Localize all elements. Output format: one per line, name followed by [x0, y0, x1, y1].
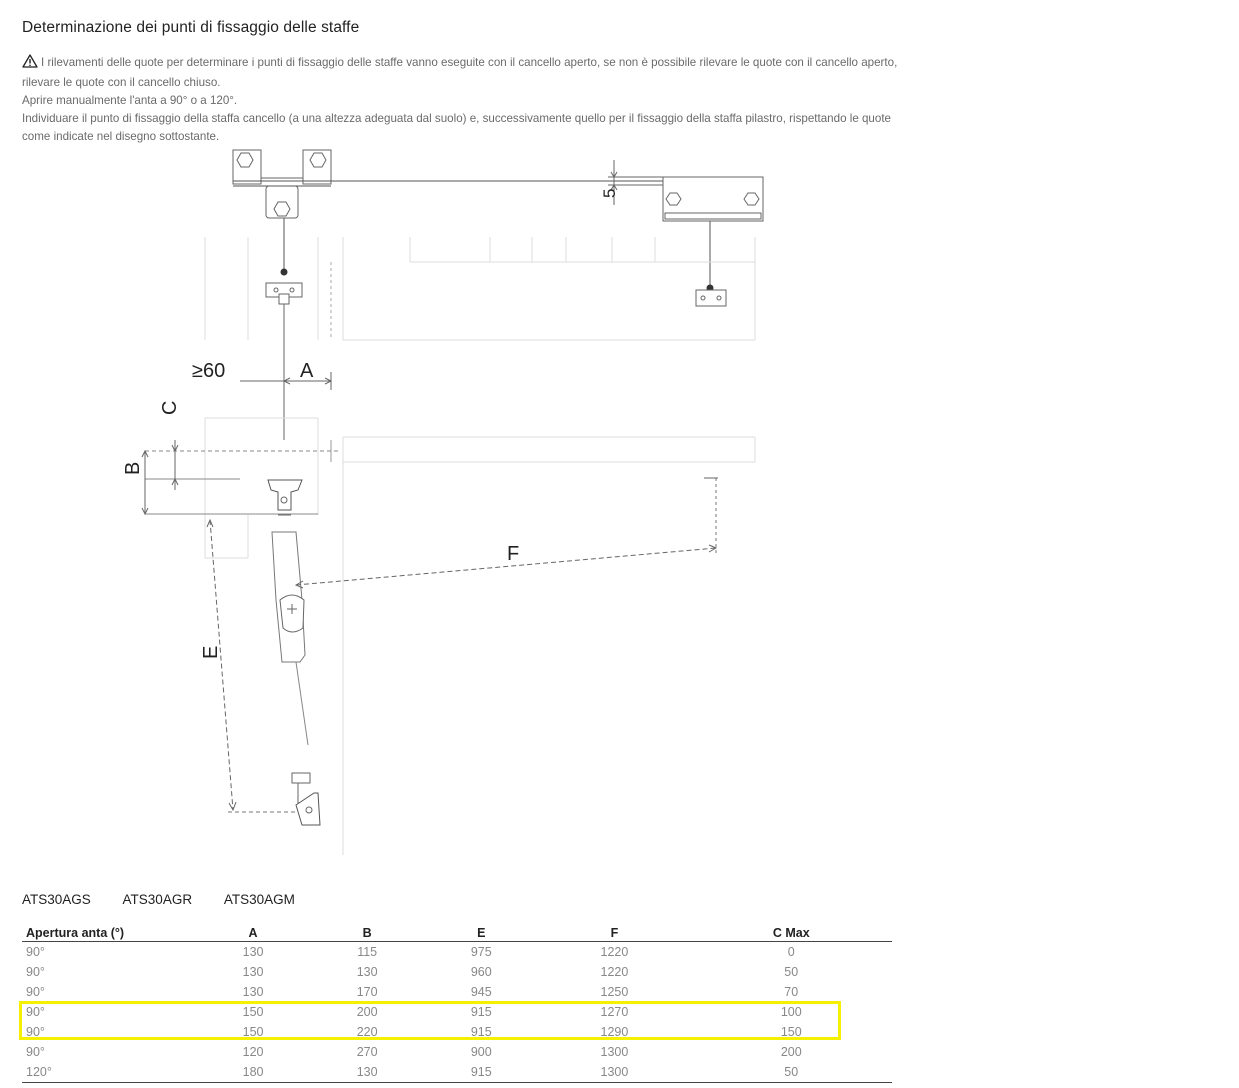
label-B: B [122, 461, 144, 475]
table-cell: 50 [690, 1062, 892, 1083]
label-A: A [300, 360, 314, 382]
column-header: F [538, 924, 690, 942]
table-cell: 90° [26, 945, 45, 959]
table-cell: 1220 [600, 965, 629, 979]
step-2: Individuare il punto di fissaggio della staffa cancello (a una altezza adeguata dal suolo) e, successivamente quello per il fissaggio della staffa pilastro, rispettando le quote come indicate nel disegno sottostante. [22, 112, 891, 143]
table-cell: 100 [780, 1005, 802, 1019]
model-code: ATS30AGS [22, 892, 91, 907]
table-cell: 70 [784, 985, 799, 999]
table-cell: 1300 [600, 1045, 629, 1059]
table-cell: 180 [196, 1062, 310, 1083]
column-header: A [196, 924, 310, 942]
table-cell: 130 [242, 945, 264, 959]
table-cell: 130 [242, 965, 264, 979]
table-cell: 1220 [600, 945, 629, 959]
table-cell: 115 [357, 945, 378, 959]
highlight-box [19, 1001, 841, 1040]
top-pillar-bracket [233, 150, 331, 218]
table-row [22, 1062, 892, 1083]
table-header-row [22, 924, 892, 942]
table-cell: 120 [242, 1045, 264, 1059]
table-cell: 130 [356, 965, 378, 979]
table-cell: 150 [242, 1025, 264, 1039]
table-cell: 900 [470, 1045, 492, 1059]
label-F: F [507, 543, 520, 565]
table-cell: 915 [424, 1062, 538, 1083]
label-60: ≥60 [192, 360, 226, 382]
table-cell: 120° [22, 1062, 196, 1083]
step-1: Aprire manualmente l'anta a 90° o a 120°. [22, 94, 238, 107]
table-cell: 90° [26, 1025, 45, 1039]
label-5: 5 [600, 188, 619, 198]
table-cell: 915 [470, 1025, 492, 1039]
table-cell: 90° [26, 965, 45, 979]
table-cell: 200 [356, 1005, 378, 1019]
table-cell: 90° [26, 985, 45, 999]
table-row [22, 942, 892, 963]
table-cell: 130 [242, 985, 264, 999]
table-cell: 270 [356, 1045, 378, 1059]
warning-paragraph [22, 54, 902, 92]
model-codes [22, 892, 323, 907]
label-E: E [200, 645, 222, 659]
installation-diagram [0, 140, 900, 870]
label-C: C [159, 400, 181, 415]
table-cell: 90° [26, 1045, 45, 1059]
warning-icon [22, 54, 38, 74]
model-code: ATS30AGR [122, 892, 193, 907]
table-row [22, 1042, 892, 1062]
warning-text: I rilevamenti delle quote per determinare i punti di fissaggio delle staffe vanno eseguite con il cancello aperto, se non è possibile rilevare le quote con il cancello aperto, rilevare le quote con il cancello chiuso. [22, 56, 898, 89]
table-cell: 1250 [600, 985, 629, 999]
top-gate-bracket [663, 177, 763, 221]
table-cell: 200 [780, 1045, 802, 1059]
table-cell: 975 [470, 945, 492, 959]
table-cell: 90° [26, 1005, 45, 1019]
table-cell: 170 [356, 985, 378, 999]
table-cell: 1300 [538, 1062, 690, 1083]
column-header: B [310, 924, 424, 942]
table-cell: 0 [787, 945, 795, 959]
table-cell: 960 [470, 965, 492, 979]
table-cell: 945 [470, 985, 492, 999]
table-cell: 150 [242, 1005, 264, 1019]
table-cell: 220 [356, 1025, 378, 1039]
column-header: Apertura anta (°) [22, 924, 196, 942]
table-cell: 150 [780, 1025, 802, 1039]
table-row [22, 982, 892, 1002]
table-row [22, 962, 892, 982]
table-cell: 130 [310, 1062, 424, 1083]
intro-text [22, 54, 902, 146]
table-cell: 50 [784, 965, 799, 979]
diagram-svg [0, 140, 900, 870]
table-cell: 915 [470, 1005, 492, 1019]
page-title: Determinazione dei punti di fissaggio delle staffe [22, 19, 360, 36]
column-header: C Max [690, 924, 892, 942]
model-code: ATS30AGM [223, 892, 295, 907]
column-header: E [424, 924, 538, 942]
table-cell: 1270 [600, 1005, 629, 1019]
table-cell: 1290 [600, 1025, 629, 1039]
